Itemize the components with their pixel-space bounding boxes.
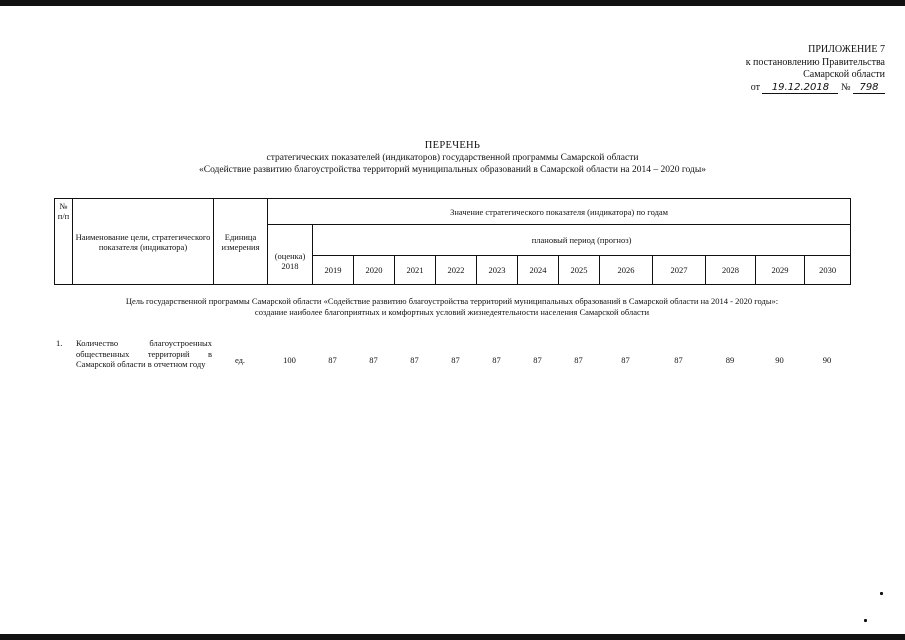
header-np: № п/п	[55, 199, 73, 285]
header-estimate-label: (оценка)	[274, 250, 306, 261]
program-goal	[54, 296, 850, 318]
scan-speck	[864, 619, 867, 622]
header-year-2025: 2025	[559, 256, 600, 285]
header-year-2024: 2024	[518, 256, 559, 285]
title-subject: стратегических показателей (индикаторов) государственной программы Самарской области	[266, 153, 639, 163]
header-year-2023: 2023	[477, 256, 518, 285]
row-indicator-name: Количество благоустроенных общественных территорий в Самарской области в отчетном году	[76, 338, 212, 369]
row-value-2029: 90	[775, 355, 784, 365]
goal-line-1: Цель государственной программы Самарской области «Содействие развитию благоустройства территорий муниципальных образований в Самарской области на 2014 - 2020 годы»:	[125, 296, 779, 306]
row-value-2027: 87	[674, 355, 683, 365]
header-year-2029: 2029	[756, 256, 805, 285]
goal-line-2: создание наиболее благоприятных и комфортных условий жизнедеятельности населения Самарской области	[254, 307, 650, 317]
date-prefix: от	[750, 81, 760, 93]
row-value-2023: 87	[492, 355, 501, 365]
row-number: 1.	[56, 338, 63, 348]
indicators-header-table	[54, 198, 851, 285]
row-value-2024: 87	[533, 355, 542, 365]
row-value-2020: 87	[369, 355, 378, 365]
appendix-region: Самарской области	[803, 69, 885, 80]
header-year-2027: 2027	[653, 256, 706, 285]
number-prefix: №	[840, 81, 851, 93]
header-values: Значение стратегического показателя (индикатора) по годам	[268, 199, 851, 225]
row-value-2021: 87	[410, 355, 419, 365]
header-year-2019: 2019	[313, 256, 354, 285]
header-year-2028: 2028	[706, 256, 756, 285]
header-year-2030: 2030	[805, 256, 851, 285]
row-value-2025: 87	[574, 355, 583, 365]
header-unit: Единица измерения	[214, 199, 268, 285]
document-title	[0, 140, 905, 176]
appendix-date-line	[665, 82, 885, 95]
scan-speck	[880, 592, 883, 595]
scan-border-top	[0, 0, 905, 6]
appendix-title: ПРИЛОЖЕНИЕ 7	[808, 44, 885, 55]
title-list: ПЕРЕЧЕНЬ	[424, 140, 481, 151]
row-value-2022: 87	[451, 355, 460, 365]
row-value-2019: 87	[328, 355, 337, 365]
row-value-2028: 89	[725, 355, 735, 365]
row-value-2018: 100	[283, 355, 296, 365]
header-year-2020: 2020	[354, 256, 395, 285]
handwritten-date: 19.12.2018	[762, 82, 838, 94]
row-value-2030: 90	[822, 355, 832, 365]
row-unit: ед.	[234, 355, 246, 365]
header-name: Наименование цели, стратегического показателя (индикатора)	[73, 199, 214, 285]
handwritten-number: 798	[853, 82, 885, 94]
appendix-decree: к постановлению Правительства	[745, 56, 885, 68]
header-estimate-year: 2018	[281, 260, 299, 271]
header-planned-period: плановый период (прогноз)	[313, 225, 851, 256]
appendix-block	[665, 44, 885, 94]
scan-border-bottom	[0, 634, 905, 640]
header-year-2022: 2022	[436, 256, 477, 285]
title-program: «Содействие развитию благоустройства территорий муниципальных образований в Самарской области на 2014 – 2020 годы»	[198, 165, 706, 175]
header-estimate-2018	[268, 225, 313, 285]
header-year-2026: 2026	[600, 256, 653, 285]
header-year-2021: 2021	[395, 256, 436, 285]
row-value-2026: 87	[621, 355, 630, 365]
